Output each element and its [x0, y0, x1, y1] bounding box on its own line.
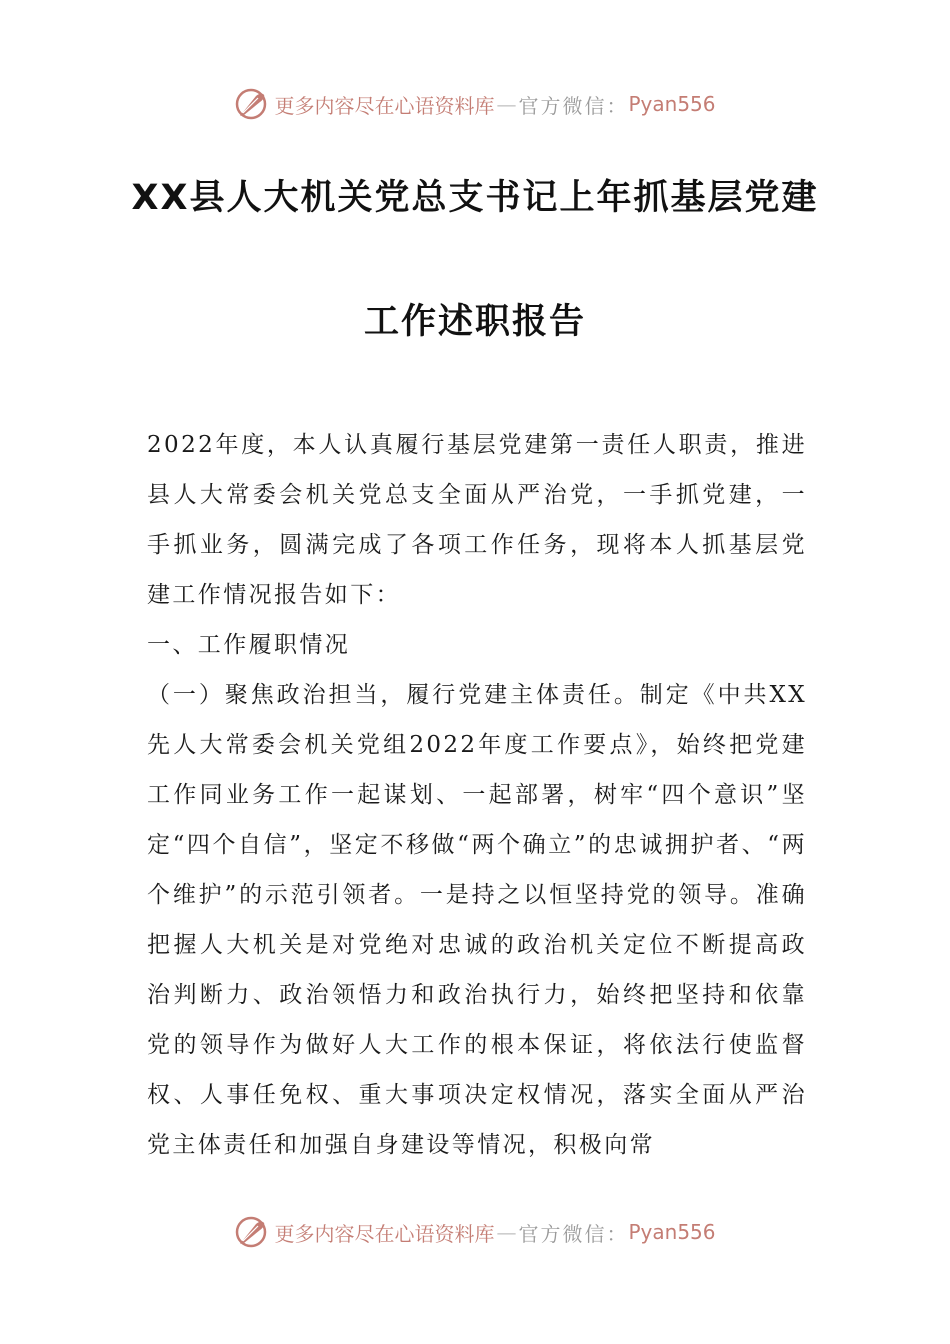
watermark-main-text: 更多内容尽在心语资料库: [274, 93, 495, 118]
watermark-sub-text: 官方微信：: [518, 93, 629, 118]
paragraph-intro: 2022年度，本人认真履行基层党建第一责任人职责，推进县人大常委会机关党总支全面从严治党，一手抓党建，一手抓业务，圆满完成了各项工作任务，现将本人抓基层党建工作情况报告如下：: [147, 432, 807, 608]
paragraph-section-1: （一）聚焦政治担当，履行党建主体责任。制定《中共XX先人大常委会机关党组2022年度工作要点》，始终把党建工作同业务工作一起谋划、一起部署，树牢“四个意识”坚定“四个自信”，坚定不移做“两个确立”的忠诚拥护者、“两个维护”的示范引领者。一是持之以恒坚持党的领导。准确把握人大机关是对党绝对忠诚的政治机关定位不断提高政治判断力、政治领悟力和政治执行力，始终把坚持和依靠党的领导作为做好人大工作的根本保证，将依法行使监督权、人事任免权、重大事项决定权情况，落实全面从严治党主体责任和加强自身建设等情况，积极向常: [147, 682, 807, 1158]
document-title-line2: 工作述职报告: [363, 302, 586, 342]
section-heading: 一、工作履职情况: [147, 632, 351, 658]
quill-pen-circle-icon: [234, 87, 268, 121]
watermark-dash: —: [496, 92, 517, 116]
watermark-sub-text: 官方微信：: [518, 1221, 629, 1246]
document-body: [147, 420, 807, 1170]
quill-pen-circle-icon: [234, 1215, 268, 1249]
footer-watermark: [0, 1208, 950, 1256]
watermark-wechat-id: Pyan556: [628, 92, 716, 116]
header-watermark: [0, 80, 950, 128]
watermark-main-text: 更多内容尽在心语资料库: [274, 1221, 495, 1246]
watermark-dash: —: [496, 1220, 517, 1244]
document-title-line1: XX县人大机关党总支书记上年抓基层党建: [131, 178, 819, 218]
watermark-wechat-id: Pyan556: [628, 1220, 716, 1244]
